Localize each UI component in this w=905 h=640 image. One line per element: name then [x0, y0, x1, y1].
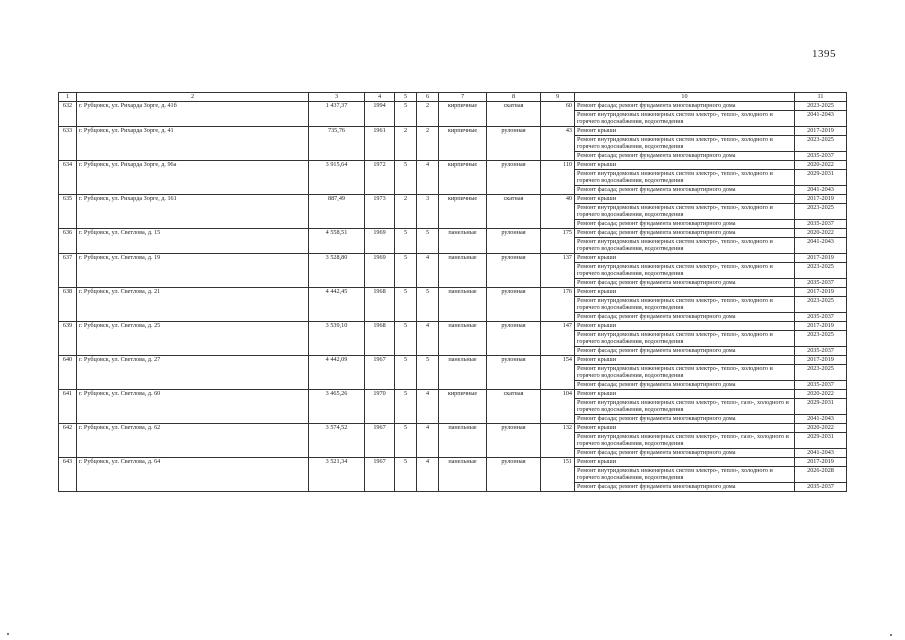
- year-cell: 1972: [365, 161, 395, 195]
- row-number: 635: [59, 195, 77, 229]
- address-cell: г. Рубцовск, ул. Светлова, д. 64: [77, 458, 309, 492]
- work-type-cell: Ремонт крыши: [575, 161, 795, 170]
- address-cell: г. Рубцовск, ул. Рихарда Зорге, д. 41: [77, 127, 309, 161]
- column-header: 5: [395, 93, 417, 102]
- address-cell: г. Рубцовск, ул. Рихарда Зорге, д. 161: [77, 195, 309, 229]
- period-cell: 2029-2031: [795, 170, 847, 186]
- roof-cell: скатная: [487, 195, 541, 229]
- work-type-cell: Ремонт крыши: [575, 322, 795, 331]
- work-type-cell: Ремонт крыши: [575, 458, 795, 467]
- flats-cell: 151: [541, 458, 575, 492]
- address-cell: г. Рубцовск, ул. Светлова, д. 60: [77, 390, 309, 424]
- period-cell: 2035-2037: [795, 152, 847, 161]
- flats-cell: 176: [541, 288, 575, 322]
- period-cell: 2023-2025: [795, 204, 847, 220]
- period-cell: 2017-2019: [795, 288, 847, 297]
- entrances-cell: 5: [417, 288, 439, 322]
- period-cell: 2035-2037: [795, 313, 847, 322]
- roof-cell: рулонная: [487, 424, 541, 458]
- work-type-cell: Ремонт фасада; ремонт фундамента многоквартирного дома: [575, 229, 795, 238]
- work-type-cell: Ремонт крыши: [575, 356, 795, 365]
- work-type-cell: Ремонт крыши: [575, 195, 795, 204]
- period-cell: 2035-2037: [795, 279, 847, 288]
- walls-cell: панельные: [439, 229, 487, 254]
- row-number: 641: [59, 390, 77, 424]
- flats-cell: 154: [541, 356, 575, 390]
- period-cell: 2017-2019: [795, 254, 847, 263]
- table-row: [59, 161, 847, 170]
- floors-cell: 5: [395, 254, 417, 288]
- period-cell: 2035-2037: [795, 220, 847, 229]
- address-cell: г. Рубцовск, ул. Светлова, д. 27: [77, 356, 309, 390]
- period-cell: 2023-2025: [795, 331, 847, 347]
- table-row: [59, 322, 847, 331]
- period-cell: 2041-2043: [795, 186, 847, 195]
- work-type-cell: Ремонт фасада; ремонт фундамента многоквартирного дома: [575, 381, 795, 390]
- work-type-cell: Ремонт фасада; ремонт фундамента многоквартирного дома: [575, 279, 795, 288]
- column-header: 1: [59, 93, 77, 102]
- column-header: 10: [575, 93, 795, 102]
- work-type-cell: Ремонт внутридомовых инженерных систем электро-, тепло-, холодного и горячего водоснабжения, водоотведения: [575, 111, 795, 127]
- column-header: 2: [77, 93, 309, 102]
- row-number: 633: [59, 127, 77, 161]
- period-cell: 2017-2019: [795, 195, 847, 204]
- work-type-cell: Ремонт фасада; ремонт фундамента многоквартирного дома: [575, 152, 795, 161]
- period-cell: 2023-2025: [795, 102, 847, 111]
- walls-cell: панельные: [439, 356, 487, 390]
- year-cell: 1961: [365, 127, 395, 161]
- flats-cell: 40: [541, 195, 575, 229]
- column-header: 4: [365, 93, 395, 102]
- period-cell: 2020-2022: [795, 161, 847, 170]
- table-row: [59, 127, 847, 136]
- table-row: [59, 424, 847, 433]
- roof-cell: скатная: [487, 390, 541, 424]
- housing-repair-table: [58, 92, 847, 492]
- work-type-cell: Ремонт внутридомовых инженерных систем электро-, тепло-, холодного и горячего водоснабжения, водоотведения: [575, 467, 795, 483]
- work-type-cell: Ремонт крыши: [575, 127, 795, 136]
- period-cell: 2017-2019: [795, 127, 847, 136]
- work-type-cell: Ремонт крыши: [575, 288, 795, 297]
- floors-cell: 2: [395, 195, 417, 229]
- table-row: [59, 102, 847, 111]
- year-cell: 1967: [365, 424, 395, 458]
- floors-cell: 2: [395, 127, 417, 161]
- table-body: [59, 102, 847, 492]
- work-type-cell: Ремонт внутридомовых инженерных систем электро-, тепло-, холодного и горячего водоснабжения, водоотведения: [575, 263, 795, 279]
- work-type-cell: Ремонт фасада; ремонт фундамента многоквартирного дома: [575, 186, 795, 195]
- row-number: 634: [59, 161, 77, 195]
- column-header: 11: [795, 93, 847, 102]
- roof-cell: скатная: [487, 102, 541, 127]
- period-cell: 2041-2043: [795, 238, 847, 254]
- work-type-cell: Ремонт фасада; ремонт фундамента многоквартирного дома: [575, 220, 795, 229]
- row-number: 639: [59, 322, 77, 356]
- area-cell: 4 442,09: [309, 356, 365, 390]
- work-type-cell: Ремонт внутридомовых инженерных систем электро-, тепло-, холодного и горячего водоснабжения, водоотведения: [575, 170, 795, 186]
- walls-cell: панельные: [439, 424, 487, 458]
- roof-cell: рулонная: [487, 322, 541, 356]
- period-cell: 2026-2028: [795, 467, 847, 483]
- work-type-cell: Ремонт внутридомовых инженерных систем электро-, тепло-, газо-, холодного и горячего водоснабжения, водоотведения: [575, 433, 795, 449]
- floors-cell: 5: [395, 161, 417, 195]
- entrances-cell: 3: [417, 195, 439, 229]
- address-cell: г. Рубцовск, ул. Светлова, д. 21: [77, 288, 309, 322]
- roof-cell: рулонная: [487, 254, 541, 288]
- roof-cell: рулонная: [487, 288, 541, 322]
- entrances-cell: 5: [417, 356, 439, 390]
- period-cell: 2023-2025: [795, 263, 847, 279]
- address-cell: г. Рубцовск, ул. Рихарда Зорге, д. 41б: [77, 102, 309, 127]
- address-cell: г. Рубцовск, ул. Рихарда Зорге, д. 96а: [77, 161, 309, 195]
- work-type-cell: Ремонт фасада; ремонт фундамента многоквартирного дома: [575, 415, 795, 424]
- period-cell: 2023-2025: [795, 136, 847, 152]
- row-number: 642: [59, 424, 77, 458]
- roof-cell: рулонная: [487, 356, 541, 390]
- walls-cell: кирпичные: [439, 161, 487, 195]
- work-type-cell: Ремонт крыши: [575, 390, 795, 399]
- period-cell: 2041-2043: [795, 111, 847, 127]
- entrances-cell: 4: [417, 254, 439, 288]
- period-cell: 2041-2043: [795, 415, 847, 424]
- year-cell: 1969: [365, 254, 395, 288]
- address-cell: г. Рубцовск, ул. Светлова, д. 15: [77, 229, 309, 254]
- work-type-cell: Ремонт фасада; ремонт фундамента многоквартирного дома: [575, 102, 795, 111]
- work-type-cell: Ремонт внутридомовых инженерных систем электро-, тепло-, холодного и горячего водоснабжения, водоотведения: [575, 297, 795, 313]
- work-type-cell: Ремонт внутридомовых инженерных систем электро-, тепло-, холодного и горячего водоснабжения, водоотведения: [575, 204, 795, 220]
- entrances-cell: 4: [417, 390, 439, 424]
- period-cell: 2017-2019: [795, 458, 847, 467]
- entrances-cell: 5: [417, 229, 439, 254]
- work-type-cell: Ремонт внутридомовых инженерных систем электро-, тепло-, холодного и горячего водоснабжения, водоотведения: [575, 238, 795, 254]
- year-cell: 1967: [365, 458, 395, 492]
- year-cell: 1968: [365, 322, 395, 356]
- table-row: [59, 254, 847, 263]
- floors-cell: 5: [395, 390, 417, 424]
- flats-cell: 137: [541, 254, 575, 288]
- column-header: 9: [541, 93, 575, 102]
- table-row: [59, 390, 847, 399]
- year-cell: 1973: [365, 195, 395, 229]
- table-row: [59, 356, 847, 365]
- entrances-cell: 4: [417, 161, 439, 195]
- period-cell: 2017-2019: [795, 356, 847, 365]
- roof-cell: рулонная: [487, 458, 541, 492]
- year-cell: 1994: [365, 102, 395, 127]
- work-type-cell: Ремонт крыши: [575, 254, 795, 263]
- period-cell: 2023-2025: [795, 297, 847, 313]
- column-header: 6: [417, 93, 439, 102]
- work-type-cell: Ремонт внутридомовых инженерных систем электро-, тепло-, холодного и горячего водоснабжения, водоотведения: [575, 136, 795, 152]
- period-cell: 2020-2022: [795, 424, 847, 433]
- area-cell: 4 442,45: [309, 288, 365, 322]
- floors-cell: 5: [395, 102, 417, 127]
- area-cell: 1 437,37: [309, 102, 365, 127]
- period-cell: 2035-2037: [795, 483, 847, 492]
- row-number: 638: [59, 288, 77, 322]
- area-cell: 3 528,80: [309, 254, 365, 288]
- page-number: 1395: [812, 48, 836, 60]
- scan-artifact: [890, 634, 892, 636]
- walls-cell: кирпичные: [439, 195, 487, 229]
- period-cell: 2020-2022: [795, 390, 847, 399]
- entrances-cell: 2: [417, 127, 439, 161]
- table-row: [59, 458, 847, 467]
- area-cell: 4 558,51: [309, 229, 365, 254]
- period-cell: 2017-2019: [795, 322, 847, 331]
- flats-cell: 43: [541, 127, 575, 161]
- work-type-cell: Ремонт внутридомовых инженерных систем электро-, тепло-, холодного и горячего водоснабжения, водоотведения: [575, 365, 795, 381]
- area-cell: 3 539,10: [309, 322, 365, 356]
- address-cell: г. Рубцовск, ул. Светлова, д. 19: [77, 254, 309, 288]
- walls-cell: кирпичные: [439, 127, 487, 161]
- row-number: 637: [59, 254, 77, 288]
- work-type-cell: Ремонт фасада; ремонт фундамента многоквартирного дома: [575, 313, 795, 322]
- column-header: 3: [309, 93, 365, 102]
- row-number: 640: [59, 356, 77, 390]
- column-header: 8: [487, 93, 541, 102]
- period-cell: 2020-2022: [795, 229, 847, 238]
- address-cell: г. Рубцовск, ул. Светлова, д. 62: [77, 424, 309, 458]
- floors-cell: 5: [395, 322, 417, 356]
- area-cell: 887,49: [309, 195, 365, 229]
- flats-cell: 147: [541, 322, 575, 356]
- work-type-cell: Ремонт фасада; ремонт фундамента многоквартирного дома: [575, 347, 795, 356]
- row-number: 632: [59, 102, 77, 127]
- walls-cell: панельные: [439, 322, 487, 356]
- walls-cell: панельные: [439, 254, 487, 288]
- period-cell: 2029-2031: [795, 433, 847, 449]
- work-type-cell: Ремонт внутридомовых инженерных систем электро-, тепло-, холодного и горячего водоснабжения, водоотведения: [575, 331, 795, 347]
- walls-cell: кирпичные: [439, 390, 487, 424]
- work-type-cell: Ремонт внутридомовых инженерных систем электро-, тепло-, газо-, холодного и горячего водоснабжения, водоотведения: [575, 399, 795, 415]
- flats-cell: 60: [541, 102, 575, 127]
- year-cell: 1968: [365, 288, 395, 322]
- floors-cell: 5: [395, 356, 417, 390]
- period-cell: 2035-2037: [795, 381, 847, 390]
- area-cell: 3 574,52: [309, 424, 365, 458]
- entrances-cell: 2: [417, 102, 439, 127]
- area-cell: 3 465,26: [309, 390, 365, 424]
- period-cell: 2041-2043: [795, 449, 847, 458]
- floors-cell: 5: [395, 229, 417, 254]
- work-type-cell: Ремонт фасада; ремонт фундамента многоквартирного дома: [575, 483, 795, 492]
- year-cell: 1967: [365, 356, 395, 390]
- year-cell: 1969: [365, 229, 395, 254]
- period-cell: 2029-2031: [795, 399, 847, 415]
- table-row: [59, 288, 847, 297]
- walls-cell: панельные: [439, 288, 487, 322]
- address-cell: г. Рубцовск, ул. Светлова, д. 25: [77, 322, 309, 356]
- floors-cell: 5: [395, 424, 417, 458]
- floors-cell: 5: [395, 288, 417, 322]
- flats-cell: 175: [541, 229, 575, 254]
- walls-cell: панельные: [439, 458, 487, 492]
- column-header: 7: [439, 93, 487, 102]
- year-cell: 1970: [365, 390, 395, 424]
- period-cell: 2035-2037: [795, 347, 847, 356]
- flats-cell: 104: [541, 390, 575, 424]
- roof-cell: рулонная: [487, 229, 541, 254]
- scan-artifact: [7, 633, 9, 635]
- column-number-row: [59, 93, 847, 102]
- entrances-cell: 4: [417, 424, 439, 458]
- entrances-cell: 4: [417, 322, 439, 356]
- table-row: [59, 195, 847, 204]
- walls-cell: кирпичные: [439, 102, 487, 127]
- work-type-cell: Ремонт крыши: [575, 424, 795, 433]
- roof-cell: рулонная: [487, 127, 541, 161]
- roof-cell: рулонная: [487, 161, 541, 195]
- work-type-cell: Ремонт фасада; ремонт фундамента многоквартирного дома: [575, 449, 795, 458]
- table-row: [59, 229, 847, 238]
- area-cell: 3 915,64: [309, 161, 365, 195]
- area-cell: 735,76: [309, 127, 365, 161]
- floors-cell: 5: [395, 458, 417, 492]
- area-cell: 3 521,34: [309, 458, 365, 492]
- entrances-cell: 4: [417, 458, 439, 492]
- period-cell: 2023-2025: [795, 365, 847, 381]
- flats-cell: 110: [541, 161, 575, 195]
- flats-cell: 132: [541, 424, 575, 458]
- row-number: 643: [59, 458, 77, 492]
- row-number: 636: [59, 229, 77, 254]
